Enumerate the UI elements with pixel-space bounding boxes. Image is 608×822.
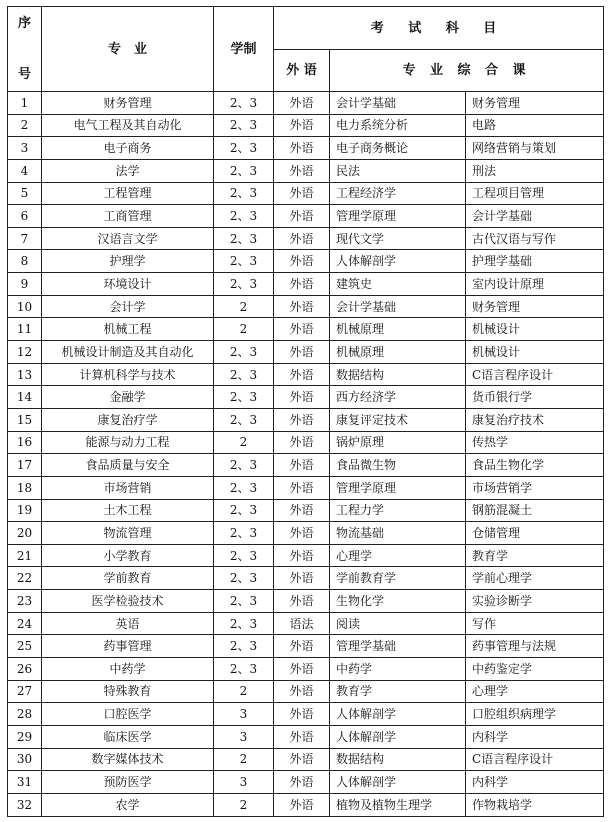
course-one: 人体解剖学 [330,725,466,748]
major-name: 特殊教育 [42,680,214,703]
row-number: 24 [8,612,42,635]
major-name: 药事管理 [42,635,214,658]
row-number: 17 [8,454,42,477]
row-number: 31 [8,771,42,794]
table-row [8,748,604,771]
row-number: 3 [8,137,42,160]
duration: 2、3 [214,386,274,409]
course-two: C语言程序设计 [466,363,604,386]
table-row [8,431,604,454]
table-row [8,295,604,318]
course-one: 食品微生物 [330,454,466,477]
language-subject: 外语 [274,182,330,205]
major-name: 康复治疗学 [42,408,214,431]
course-two: 内科学 [466,725,604,748]
course-two: 市场营销学 [466,476,604,499]
course-two: 学前心理学 [466,567,604,590]
language-subject: 外语 [274,793,330,816]
language-subject: 外语 [274,725,330,748]
language-subject: 外语 [274,137,330,160]
course-two: 仓储管理 [466,522,604,545]
row-number: 29 [8,725,42,748]
course-one: 现代文学 [330,227,466,250]
table-row [8,476,604,499]
course-one: 阅读 [330,612,466,635]
course-two: 康复治疗技术 [466,408,604,431]
course-two: 内科学 [466,771,604,794]
course-one: 民法 [330,159,466,182]
major-name: 工商管理 [42,205,214,228]
course-one: 教育学 [330,680,466,703]
major-name: 市场营销 [42,476,214,499]
row-number: 32 [8,793,42,816]
course-one: 电子商务概论 [330,137,466,160]
duration: 2、3 [214,544,274,567]
row-number: 7 [8,227,42,250]
course-two: 作物栽培学 [466,793,604,816]
exam-subjects-header: 考 试 科 目 [274,7,604,50]
course-two: 电路 [466,114,604,137]
course-two: 刑法 [466,159,604,182]
course-one: 会计学基础 [330,295,466,318]
row-number: 25 [8,635,42,658]
major-name: 农学 [42,793,214,816]
duration: 2 [214,680,274,703]
table-row [8,318,604,341]
table-row [8,567,604,590]
course-one: 植物及植物生理学 [330,793,466,816]
table-row [8,680,604,703]
major-name: 英语 [42,612,214,635]
major-name: 临床医学 [42,725,214,748]
exam-subjects-table [7,6,604,817]
row-number: 16 [8,431,42,454]
course-two: 室内设计原理 [466,273,604,296]
row-number: 18 [8,476,42,499]
duration: 2、3 [214,476,274,499]
table-row [8,703,604,726]
row-number: 21 [8,544,42,567]
language-subject: 外语 [274,590,330,613]
course-one: 管理学原理 [330,205,466,228]
table-row [8,159,604,182]
row-number: 19 [8,499,42,522]
course-one: 心理学 [330,544,466,567]
table-row [8,635,604,658]
row-number: 12 [8,341,42,364]
table-row [8,205,604,228]
duration: 2、3 [214,159,274,182]
table-row [8,92,604,115]
table-row [8,341,604,364]
row-number: 22 [8,567,42,590]
language-subject: 外语 [274,703,330,726]
row-number: 6 [8,205,42,228]
table-row [8,544,604,567]
course-one: 中药学 [330,658,466,681]
table-row [8,137,604,160]
course-two: 机械设计 [466,341,604,364]
table-row [8,725,604,748]
index-header-top: 序 [17,16,31,31]
course-one: 学前教育学 [330,567,466,590]
course-one: 管理学基础 [330,635,466,658]
duration: 2、3 [214,205,274,228]
course-two: 古代汉语与写作 [466,227,604,250]
language-subject: 外语 [274,227,330,250]
row-number: 8 [8,250,42,273]
duration: 2、3 [214,250,274,273]
course-two: 财务管理 [466,92,604,115]
course-two: 钢筋混凝土 [466,499,604,522]
language-subject: 外语 [274,273,330,296]
course-one: 物流基础 [330,522,466,545]
major-name: 工程管理 [42,182,214,205]
language-subject: 外语 [274,499,330,522]
major-name: 食品质量与安全 [42,454,214,477]
header-row-top [8,7,604,50]
major-name: 物流管理 [42,522,214,545]
course-two: 财务管理 [466,295,604,318]
language-subject: 外语 [274,318,330,341]
table-body [8,92,604,817]
table-row [8,658,604,681]
index-header [8,7,42,92]
table-row [8,612,604,635]
table-row [8,793,604,816]
duration: 2、3 [214,341,274,364]
language-subject: 外语 [274,114,330,137]
language-subject: 外语 [274,250,330,273]
duration: 2、3 [214,454,274,477]
duration: 2、3 [214,114,274,137]
course-two: 药事管理与法规 [466,635,604,658]
course-one: 西方经济学 [330,386,466,409]
course-one: 数据结构 [330,363,466,386]
course-two: 食品生物化学 [466,454,604,477]
row-number: 27 [8,680,42,703]
table-row [8,386,604,409]
row-number: 14 [8,386,42,409]
row-number: 11 [8,318,42,341]
major-name: 汉语言文学 [42,227,214,250]
course-two: 写作 [466,612,604,635]
course-two: 口腔组织病理学 [466,703,604,726]
course-two: 中药鉴定学 [466,658,604,681]
table-row [8,114,604,137]
table-row [8,250,604,273]
row-number: 1 [8,92,42,115]
table-row [8,273,604,296]
language-subject: 外语 [274,205,330,228]
table-row [8,408,604,431]
language-subject: 外语 [274,363,330,386]
course-one: 机械原理 [330,318,466,341]
language-subject: 外语 [274,341,330,364]
course-two: 货币银行学 [466,386,604,409]
duration: 2、3 [214,227,274,250]
course-one: 人体解剖学 [330,703,466,726]
course-one: 数据结构 [330,748,466,771]
language-subject: 外语 [274,748,330,771]
language-subject: 外语 [274,386,330,409]
duration: 2、3 [214,658,274,681]
index-header-bottom: 号 [17,67,31,82]
course-one: 生物化学 [330,590,466,613]
major-name: 土木工程 [42,499,214,522]
course-one: 工程力学 [330,499,466,522]
table-row [8,363,604,386]
major-name: 机械工程 [42,318,214,341]
course-two: C语言程序设计 [466,748,604,771]
duration: 2 [214,431,274,454]
duration: 2、3 [214,92,274,115]
duration: 2、3 [214,363,274,386]
duration: 2、3 [214,182,274,205]
duration: 2、3 [214,590,274,613]
major-name: 能源与动力工程 [42,431,214,454]
major-name: 小学教育 [42,544,214,567]
duration: 2、3 [214,273,274,296]
table-row [8,454,604,477]
duration: 3 [214,725,274,748]
language-subject: 外语 [274,476,330,499]
course-two: 实验诊断学 [466,590,604,613]
language-subject: 外语 [274,454,330,477]
table-row [8,771,604,794]
major-name: 环境设计 [42,273,214,296]
language-subject: 外语 [274,408,330,431]
course-two: 网络营销与策划 [466,137,604,160]
major-name: 机械设计制造及其自动化 [42,341,214,364]
language-subject: 外语 [274,771,330,794]
course-one: 工程经济学 [330,182,466,205]
language-subject: 外语 [274,159,330,182]
duration: 3 [214,771,274,794]
course-one: 锅炉原理 [330,431,466,454]
duration: 2 [214,748,274,771]
major-name: 会计学 [42,295,214,318]
major-name: 财务管理 [42,92,214,115]
major-name: 学前教育 [42,567,214,590]
course-one: 建筑史 [330,273,466,296]
major-name: 中药学 [42,658,214,681]
course-two: 心理学 [466,680,604,703]
row-number: 13 [8,363,42,386]
major-name: 电子商务 [42,137,214,160]
row-number: 4 [8,159,42,182]
row-number: 28 [8,703,42,726]
course-one: 人体解剖学 [330,771,466,794]
row-number: 15 [8,408,42,431]
row-number: 23 [8,590,42,613]
comprehensive-course-header: 专 业 综 合 课 [330,50,604,92]
course-two: 传热学 [466,431,604,454]
language-subject: 外语 [274,544,330,567]
major-header: 专 业 [42,7,214,92]
duration: 2 [214,793,274,816]
major-name: 法学 [42,159,214,182]
course-one: 人体解剖学 [330,250,466,273]
duration: 2、3 [214,522,274,545]
course-one: 会计学基础 [330,92,466,115]
duration-header: 学制 [214,7,274,92]
major-name: 金融学 [42,386,214,409]
course-one: 管理学原理 [330,476,466,499]
foreign-language-header: 外 语 [274,50,330,92]
duration: 2、3 [214,612,274,635]
row-number: 26 [8,658,42,681]
table-row [8,499,604,522]
duration: 2、3 [214,635,274,658]
major-name: 口腔医学 [42,703,214,726]
language-subject: 外语 [274,658,330,681]
table-row [8,182,604,205]
row-number: 20 [8,522,42,545]
major-name: 护理学 [42,250,214,273]
major-name: 医学检验技术 [42,590,214,613]
language-subject: 外语 [274,92,330,115]
major-name: 数字媒体技术 [42,748,214,771]
language-subject: 外语 [274,431,330,454]
table-row [8,522,604,545]
duration: 2、3 [214,408,274,431]
duration: 2、3 [214,499,274,522]
course-two: 教育学 [466,544,604,567]
course-one: 电力系统分析 [330,114,466,137]
duration: 2、3 [214,567,274,590]
course-two: 会计学基础 [466,205,604,228]
duration: 2 [214,295,274,318]
language-subject: 语法 [274,612,330,635]
row-number: 2 [8,114,42,137]
course-two: 机械设计 [466,318,604,341]
row-number: 9 [8,273,42,296]
duration: 2、3 [214,137,274,160]
course-one: 机械原理 [330,341,466,364]
row-number: 30 [8,748,42,771]
major-name: 预防医学 [42,771,214,794]
course-two: 工程项目管理 [466,182,604,205]
major-name: 电气工程及其自动化 [42,114,214,137]
language-subject: 外语 [274,522,330,545]
course-one: 康复评定技术 [330,408,466,431]
language-subject: 外语 [274,567,330,590]
language-subject: 外语 [274,680,330,703]
major-name: 计算机科学与技术 [42,363,214,386]
table-row [8,590,604,613]
table-row [8,227,604,250]
duration: 2 [214,318,274,341]
row-number: 5 [8,182,42,205]
duration: 3 [214,703,274,726]
course-two: 护理学基础 [466,250,604,273]
row-number: 10 [8,295,42,318]
language-subject: 外语 [274,295,330,318]
language-subject: 外语 [274,635,330,658]
